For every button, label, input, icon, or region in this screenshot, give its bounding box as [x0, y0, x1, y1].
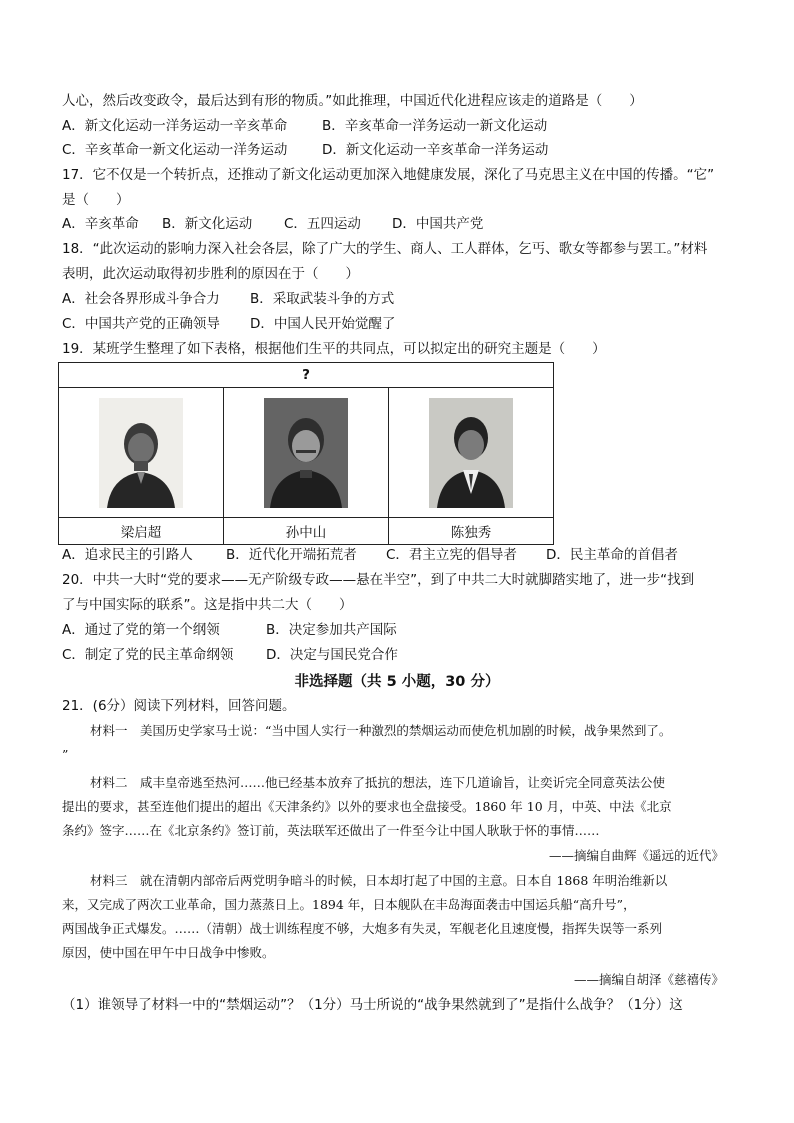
material-3-line2: 来，又完成了两次工业革命，国力蒸蒸日上。1894 年，日本舰队在丰岛海面袭击中国运兵船“高升号”， — [62, 897, 636, 912]
q16-option-b: B．辛亥革命一洋务运动一新文化运动 — [322, 118, 548, 134]
q17-option-c: C．五四运动 — [284, 216, 361, 232]
table-name-3: 陈独秀 — [389, 518, 554, 545]
q18-option-a: A．社会各界形成斗争合力 — [62, 291, 220, 307]
q17-option-a: A．辛亥革命 — [62, 216, 139, 232]
material-2-line1: 材料二 咸丰皇帝逃至热河……他已经基本放弃了抵抗的想法，连下几道谕旨，让奕䜣完全同意英法公使 — [90, 775, 666, 790]
material-2-source: ——摘编自曲辉《遥远的近代》 — [548, 848, 724, 863]
portrait-cell-3 — [389, 388, 554, 518]
q16-option-d: D．新文化运动一辛亥革命一洋务运动 — [322, 142, 549, 158]
q18-option-b: B．采取武装斗争的方式 — [250, 291, 395, 307]
q17-stem-line2: 是（ ） — [62, 192, 130, 208]
q17-stem-line1: 17．它不仅是一个转折点，还推动了新文化运动更加深入地健康发展，深化了马克思主义在中国的传播。“它” — [62, 167, 715, 183]
q19-stem: 19．某班学生整理了如下表格，根据他们生平的共同点，可以拟定出的研究主题是（ ） — [62, 341, 606, 357]
q18-stem-line2: 表明，此次运动取得初步胜利的原因在于（ ） — [62, 266, 359, 282]
q21-subquestion-1: （1）谁领导了材料一中的“禁烟运动”？（1分）马士所说的“战争果然就到了”是指什么战争？（1分）这 — [62, 997, 683, 1013]
q16-option-a: A．新文化运动一洋务运动一辛亥革命 — [62, 118, 288, 134]
q18-stem-line1: 18．“此次运动的影响力深入社会各层，除了广大的学生、商人、工人群体，乞丐、歌女等都参与罢工。”材料 — [62, 241, 708, 257]
material-3-line1: 材料三 就在清朝内部帝后两党明争暗斗的时候，日本却打起了中国的主意。日本自 1868 年明治维新以 — [90, 873, 668, 888]
q18-option-c: C．中国共产党的正确领导 — [62, 316, 220, 332]
q17-option-d: D．中国共产党 — [392, 216, 484, 232]
material-2-line2: 提出的要求，甚至连他们提出的超出《天津条约》以外的要求也全盘接受。1860 年 10 月，中英、中法《北京 — [62, 799, 672, 814]
portrait-chen-duxiu — [429, 398, 513, 508]
material-3-line3: 两国战争正式爆发。……（清朝）战士训练程度不够，大炮多有失灵，军舰老化且速度慢，指挥失误等一系列 — [62, 921, 663, 936]
table-header: ? — [59, 363, 554, 388]
q20-stem-line2: 了与中国实际的联系”。这是指中共二大（ ） — [62, 597, 353, 613]
material-3-line4: 原因，使中国在甲午中日战争中惨败。 — [62, 945, 275, 960]
material-1-line2: ” — [62, 747, 69, 762]
q21-stem: 21．(6分）阅读下列材料，回答问题。 — [62, 698, 296, 714]
q18-option-d: D．中国人民开始觉醒了 — [250, 316, 396, 332]
q20-option-d: D．决定与国民党合作 — [266, 647, 398, 663]
material-1-line1: 材料一 美国历史学家马士说：“当中国人实行一种激烈的禁烟运动而使危机加剧的时候，战争果然到了。 — [90, 723, 672, 738]
portrait-liang-qichao — [99, 398, 183, 508]
section-heading: 非选择题（共 5 小题，30 分） — [294, 674, 500, 690]
q19-option-b: B．近代化开端拓荒者 — [226, 547, 357, 563]
q19-option-a: A．追求民主的引路人 — [62, 547, 193, 563]
portrait-sun-yat-sen — [264, 398, 348, 508]
q20-option-c: C．制定了党的民主革命纲领 — [62, 647, 234, 663]
q19-option-d: D．民主革命的首倡者 — [546, 547, 678, 563]
portrait-cell-2 — [224, 388, 389, 518]
q19-option-c: C．君主立宪的倡导者 — [386, 547, 517, 563]
q19-table — [58, 362, 554, 545]
q20-option-a: A．通过了党的第一个纲领 — [62, 622, 220, 638]
portrait-cell-1 — [59, 388, 224, 518]
material-2-line3: 条约》签字……在《北京条约》签订前，英法联军还做出了一件至今让中国人耿耿于怀的事情…… — [62, 823, 600, 838]
table-name-1: 梁启超 — [59, 518, 224, 545]
q16-option-c: C．辛亥革命一新文化运动一洋务运动 — [62, 142, 288, 158]
q16-stem-tail: 人心，然后改变政令，最后达到有形的物质。”如此推理，中国近代化进程应该走的道路是（ ） — [62, 93, 643, 109]
q20-stem-line1: 20．中共一大时“党的要求——无产阶级专政——悬在半空”，到了中共二大时就脚踏实地了，进一步“找到 — [62, 572, 695, 588]
table-name-2: 孙中山 — [224, 518, 389, 545]
q20-option-b: B．决定参加共产国际 — [266, 622, 397, 638]
material-3-source: ——摘编自胡泽《慈禧传》 — [573, 972, 724, 987]
q17-option-b: B．新文化运动 — [162, 216, 253, 232]
